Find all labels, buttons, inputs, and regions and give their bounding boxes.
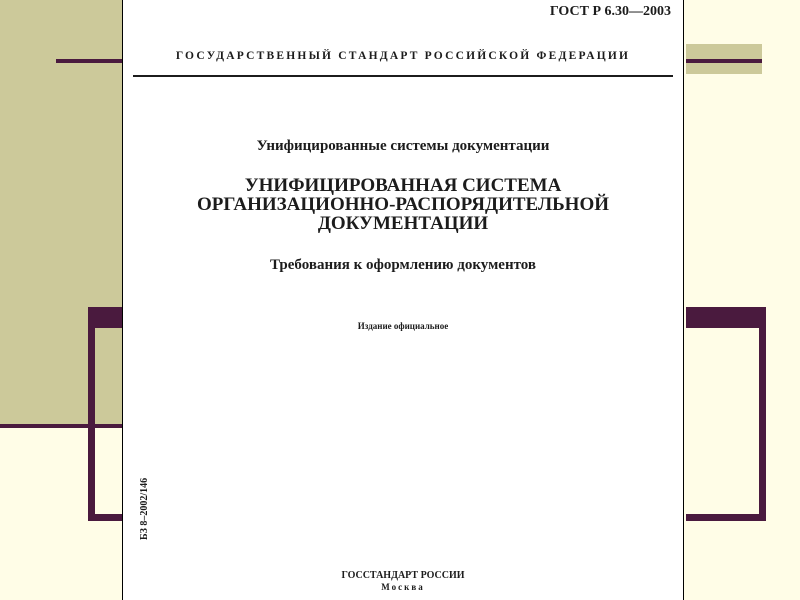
publisher: ГОССТАНДАРТ РОССИИ bbox=[341, 570, 465, 581]
main-title bbox=[123, 176, 683, 233]
document-cover bbox=[122, 0, 684, 600]
olive-block-underline bbox=[0, 424, 122, 428]
frame-right-edge bbox=[759, 307, 766, 520]
accent-line-right bbox=[686, 59, 762, 63]
frame-top-right bbox=[686, 307, 766, 328]
olive-block bbox=[0, 0, 122, 424]
main-title-line: УНИФИЦИРОВАННАЯ СИСТЕМА bbox=[244, 175, 562, 196]
heading-rule bbox=[133, 75, 673, 77]
city: Москва bbox=[381, 582, 425, 592]
subtitle: Требования к оформлению документов bbox=[269, 257, 537, 273]
side-marker: БЗ 8–2002/146 bbox=[139, 477, 150, 540]
accent-line-left bbox=[56, 59, 122, 63]
series-title: Унифицированные системы документации bbox=[256, 138, 550, 154]
frame-bottom-right bbox=[686, 514, 766, 521]
main-title-line: ОРГАНИЗАЦИОННО-РАСПОРЯДИТЕЛЬНОЙ bbox=[196, 194, 610, 215]
organization-heading: ГОСУДАРСТВЕННЫЙ СТАНДАРТ РОССИЙСКОЙ ФЕДЕРАЦИИ bbox=[175, 50, 631, 62]
main-title-line: ДОКУМЕНТАЦИИ bbox=[317, 213, 489, 234]
frame-left-edge bbox=[88, 307, 95, 520]
document-code: ГОСТ Р 6.30—2003 bbox=[549, 4, 671, 19]
frame-bottom-left bbox=[88, 514, 122, 521]
edition-label: Издание официальное bbox=[357, 321, 449, 331]
